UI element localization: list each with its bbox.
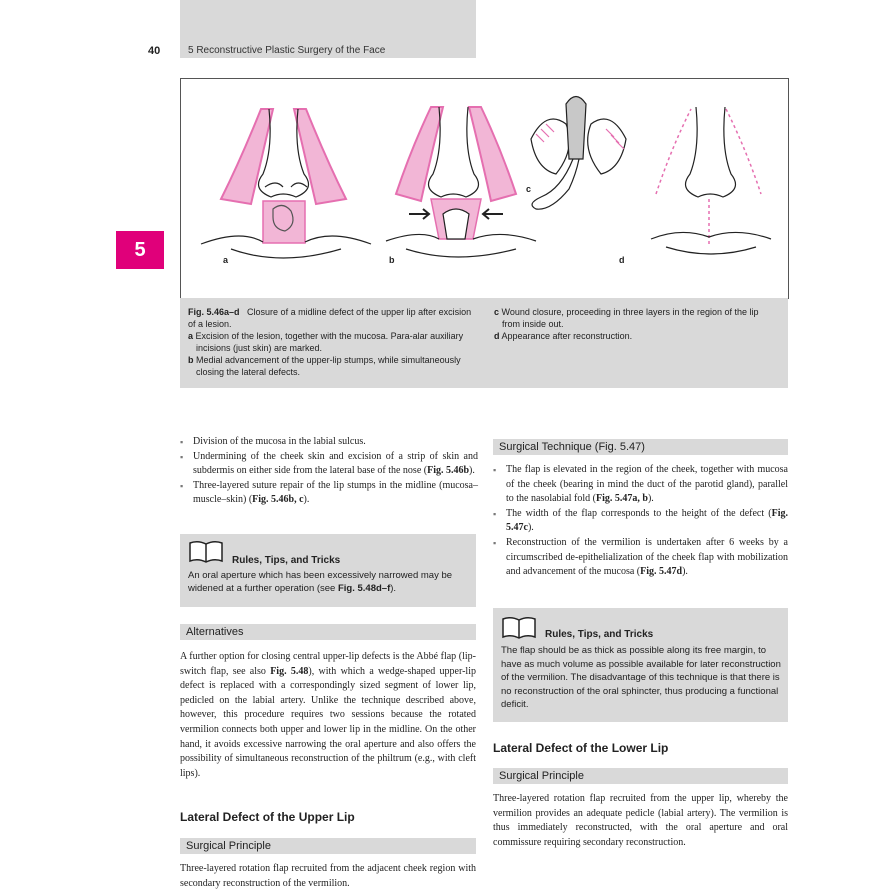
- page-number: 40: [148, 45, 161, 57]
- figure-caption: [180, 298, 788, 388]
- book-icon: [501, 616, 537, 640]
- upper-lip-subheading: Surgical Principle: [180, 838, 476, 854]
- list-item: ▪ The width of the flap corresponds to the height of the defect (Fig. 5.47c).: [493, 507, 788, 536]
- panel-b-drawing: [386, 107, 536, 257]
- tip-box-left: [180, 534, 476, 607]
- tip-title: Rules, Tips, and Tricks: [232, 555, 341, 566]
- panel-label-d: d: [619, 255, 625, 265]
- caption-item-a: a Excision of the lesion, together with the mucosa. Para-alar auxiliary incisions (just skin) are marked.: [188, 331, 464, 353]
- caption-item-c: c Wound closure, proceeding in three layers in the region of the lip from inside out.: [494, 307, 759, 329]
- left-bullet-list: [180, 435, 478, 508]
- technique-heading: Surgical Technique (Fig. 5.47): [493, 439, 788, 455]
- chapter-tab: 5: [116, 231, 164, 269]
- caption-right-column: [494, 306, 779, 342]
- panel-label-a: a: [223, 255, 229, 265]
- tip-text: The flap should be as thick as possible along its free margin, to have as much volume as possible available for later reconstruction of the vermilion. The disadvantage of this technique is that there is no reconstruction of the oral sphincter, thus producing a functional deficit.: [501, 645, 781, 710]
- panel-a-drawing: [201, 109, 371, 258]
- lower-lip-paragraph: Three-layered rotation flap recruited from the upper lip, whereby the vermilion provides an adequate pedicle (labial artery). The vermilion is thus immediately reconstructed, with the oral aperture and oral commissure requiring secondary reconstruction.: [493, 793, 788, 848]
- list-item: ▪ Reconstruction of the vermilion is undertaken after 6 weeks by a circumscribed de-epithelialization of the cheek flap with mobilization and advancement of the mucosa (Fig. 5.47d).: [493, 536, 788, 580]
- tip-title: Rules, Tips, and Tricks: [545, 629, 654, 640]
- caption-left-column: [188, 306, 478, 378]
- upper-lip-paragraph: Three-layered rotation flap recruited from the adjacent cheek region with secondary reconstruction of the vermilion.: [180, 863, 476, 889]
- list-item: ▪ Division of the mucosa in the labial sulcus.: [180, 435, 478, 450]
- alternatives-paragraph: A further option for closing central upper-lip defects is the Abbé flap (lip-switch flap, see also Fig. 5.48), with which a wedge-shaped upper-lip defect is replaced with a correspondingly sized segment of lower lip, pedicled on the labial artery. Unlike the technique described above, however, this procedure requires two sessions because the rotated vermilion connects both upper and lower lip in the midline. On the other hand, it avoids excessive narrowing the oral aperture and also offers the possibility of simultaneous reconstruction of the philtrum (e.g., with cleft lips).: [180, 651, 476, 779]
- panel-c-drawing: [531, 97, 626, 210]
- book-icon: [188, 540, 224, 564]
- lower-lip-subheading: Surgical Principle: [493, 768, 788, 784]
- upper-lip-heading: Lateral Defect of the Upper Lip: [180, 810, 355, 824]
- list-item: ▪ The flap is elevated in the region of the cheek, together with mucosa of the cheek (bearing in mind the duct of the parotid gland), parallel to the nasolabial fold (Fig. 5.47a, b).: [493, 463, 788, 507]
- panel-label-c: c: [526, 184, 532, 194]
- caption-item-d: d Appearance after reconstruction.: [494, 331, 633, 341]
- technique-bullet-list: [493, 463, 788, 580]
- list-item: ▪ Undermining of the cheek skin and excision of a strip of skin and subdermis on either side from the lateral base of the nose (Fig. 5.46b).: [180, 450, 478, 479]
- caption-item-b: b Medial advancement of the upper-lip stumps, while simultaneously closing the lateral defects.: [188, 355, 461, 377]
- alternatives-heading: Alternatives: [180, 624, 476, 640]
- tip-box-right: [493, 608, 788, 722]
- list-item: ▪ Three-layered suture repair of the lip stumps in the midline (mucosa–muscle–skin) (Fig. 5.46b, c).: [180, 479, 478, 508]
- caption-title: Fig. 5.46a–d Closure of a midline defect of the upper lip after excision of a lesion.: [188, 307, 472, 329]
- panel-label-b: b: [389, 255, 395, 265]
- panel-d-drawing: [651, 107, 771, 254]
- lower-lip-heading: Lateral Defect of the Lower Lip: [493, 741, 669, 755]
- tip-text: An oral aperture which has been excessively narrowed may be widened at a further operation (see Fig. 5.48d–f).: [188, 570, 453, 594]
- figure-illustration: [181, 79, 788, 298]
- running-head: 5 Reconstructive Plastic Surgery of the Face: [188, 45, 386, 56]
- figure-panel: [180, 78, 789, 299]
